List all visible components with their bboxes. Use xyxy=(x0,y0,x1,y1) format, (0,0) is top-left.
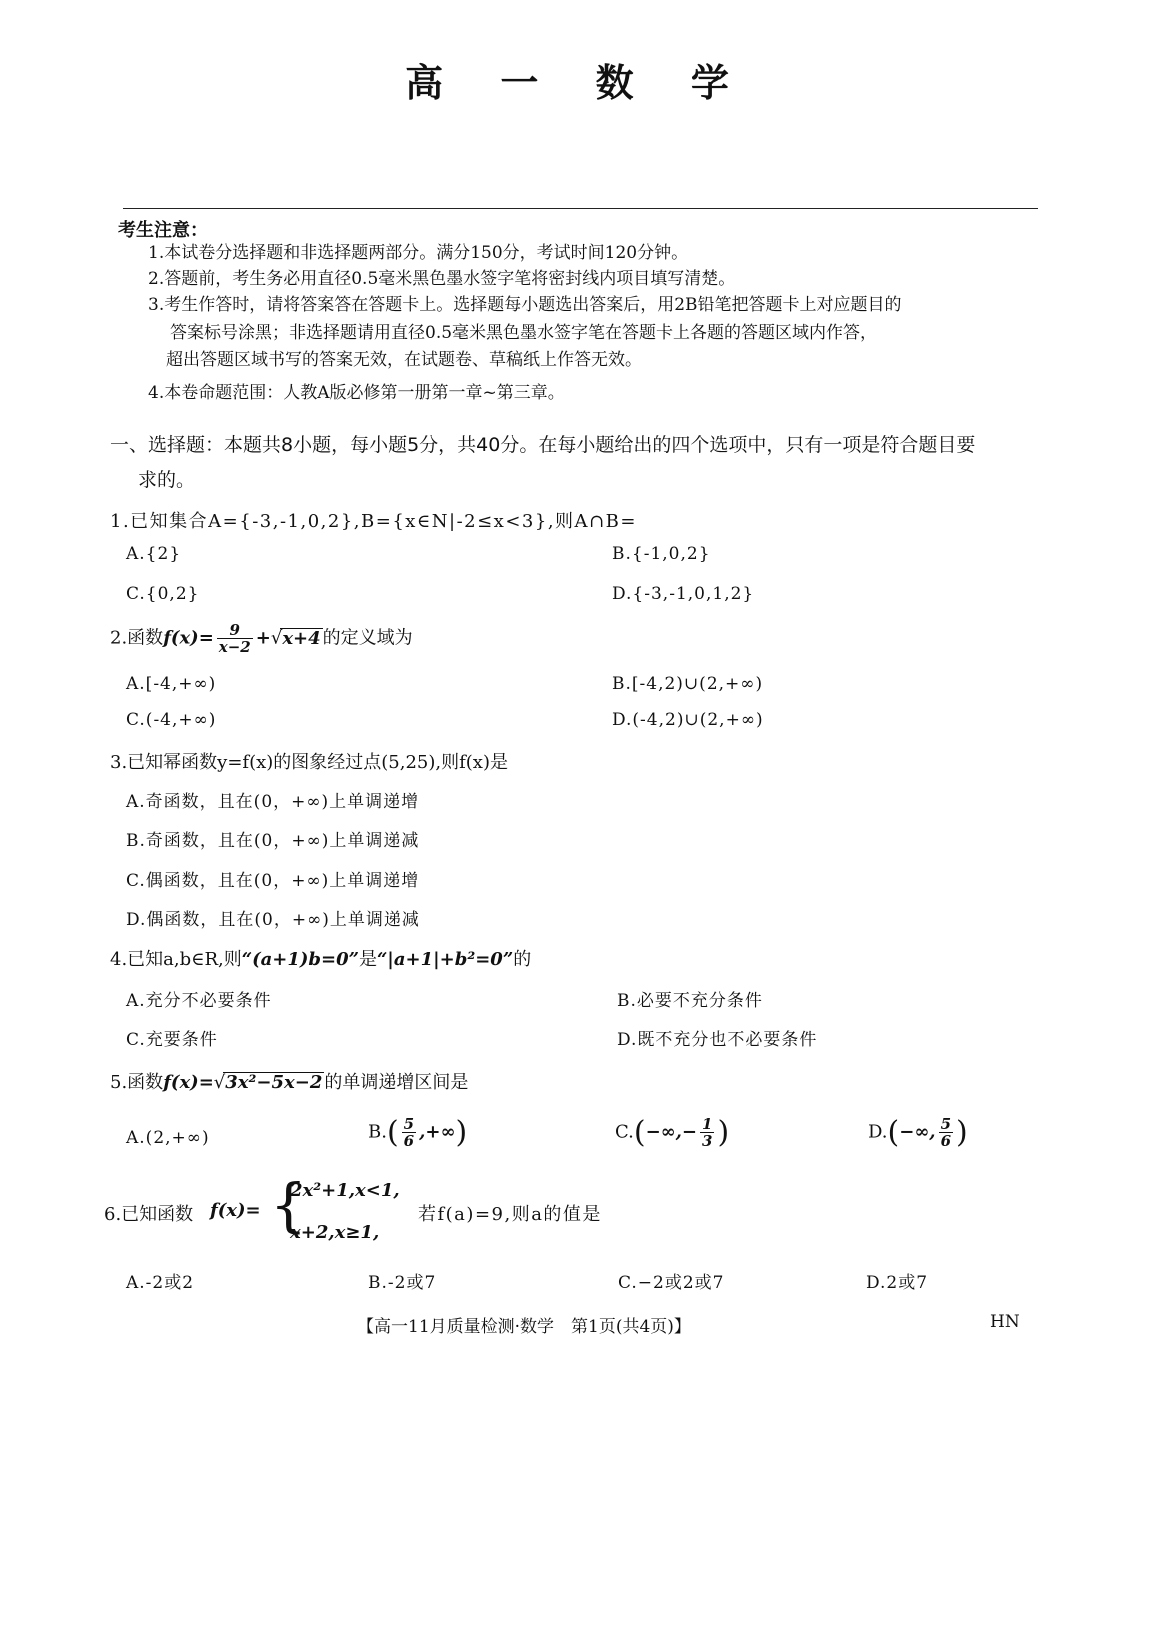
question-5-option-c-den: 3 xyxy=(702,1132,713,1150)
question-6-option-d: D.2或7 xyxy=(866,1273,929,1293)
question-5-option-d-fraction xyxy=(939,1116,953,1149)
question-2-option-c: C.(-4,+∞) xyxy=(126,710,217,730)
question-5-option-d-num: 5 xyxy=(940,1115,952,1133)
question-6-option-c: C.−2或2或7 xyxy=(618,1273,725,1293)
notice-item-3-cont-1: 答案标号涂黑；非选择题请用直径0.5毫米黑色墨水签字笔在答题卡上各题的答题区域内作答， xyxy=(170,323,878,343)
question-6-prefix: 6.已知函数 xyxy=(104,1204,194,1225)
section-heading: 一、选择题：本题共8小题，每小题5分，共40分。在每小题给出的四个选项中，只有一项是符合题目要 xyxy=(110,434,976,456)
question-5-function: f(x)= xyxy=(163,1072,214,1093)
question-5-option-d-label: D. xyxy=(868,1121,888,1143)
left-paren-icon: ( xyxy=(633,1115,646,1150)
question-5-option-d xyxy=(868,1115,968,1150)
question-2-option-d: D.(-4,2)∪(2,+∞) xyxy=(612,710,764,730)
question-4-expression-1: “(a+1)b=0” xyxy=(241,949,359,970)
question-4-stem xyxy=(110,945,531,971)
footer-code: HN xyxy=(990,1312,1020,1332)
question-4-option-b: B.必要不充分条件 xyxy=(617,991,763,1011)
question-5-suffix: 的单调递增区间是 xyxy=(324,1072,469,1093)
question-2-fraction-num: 9 xyxy=(217,622,253,639)
question-5-prefix: 5.函数 xyxy=(110,1072,164,1093)
question-2-function: f(x)= xyxy=(163,627,214,649)
question-4-option-d: D.既不充分也不必要条件 xyxy=(617,1030,818,1050)
notice-item-4: 4.本卷命题范围：人教A版必修第一册第一章~第三章。 xyxy=(148,383,565,403)
question-5-option-c-num: 1 xyxy=(702,1115,713,1133)
question-5-option-b xyxy=(368,1115,467,1150)
question-4-prefix: 4.已知a,b∈R,则 xyxy=(110,949,242,970)
question-6-option-a: A.-2或2 xyxy=(126,1273,195,1293)
notice-heading: 考生注意： xyxy=(118,220,208,241)
question-5-option-c xyxy=(615,1115,729,1150)
right-paren-icon: ) xyxy=(717,1115,730,1150)
question-1-option-b: B.{-1,0,2} xyxy=(612,544,711,564)
sqrt-symbol-icon: √ xyxy=(213,1072,226,1093)
left-paren-icon: ( xyxy=(386,1115,399,1150)
question-5-option-d-head: −∞, xyxy=(899,1121,936,1143)
question-5-option-a: A.(2,+∞) xyxy=(126,1128,210,1148)
question-4-mid: 是 xyxy=(358,949,377,970)
notice-item-3: 3.考生作答时，请将答案答在答题卡上。选择题每小题选出答案后，用2B铅笔把答题卡上对应题目的 xyxy=(148,295,902,315)
question-6-option-b: B.-2或7 xyxy=(368,1273,437,1293)
question-5-option-b-fraction xyxy=(402,1116,416,1149)
left-brace-icon: { xyxy=(270,1171,307,1239)
question-2-stem xyxy=(110,622,413,655)
question-6-case-1: 2x²+1,x<1, xyxy=(290,1180,400,1201)
question-3-option-d: D.偶函数，且在(0，+∞)上单调递减 xyxy=(126,910,420,930)
question-5-option-c-fraction xyxy=(700,1116,714,1149)
right-paren-icon: ) xyxy=(455,1115,468,1150)
question-1-stem: 1.已知集合A={-3,-1,0,2},B={x∈N|-2≤x<3},则A∩B= xyxy=(110,511,637,532)
right-paren-icon: ) xyxy=(956,1115,968,1150)
question-6-suffix: 若f(a)=9,则a的值是 xyxy=(418,1204,602,1225)
question-2-fraction-den: x−2 xyxy=(218,638,251,656)
question-2-suffix: 的定义域为 xyxy=(322,627,413,649)
section-heading-cont: 求的。 xyxy=(138,469,196,491)
question-5-stem xyxy=(110,1068,468,1094)
question-5-option-b-label: B. xyxy=(368,1121,387,1143)
question-1-option-d: D.{-3,-1,0,1,2} xyxy=(612,584,755,604)
notice-item-2: 2.答题前，考生务必用直径0.5毫米黑色墨水签字笔将密封线内项目填写清楚。 xyxy=(148,269,736,289)
question-2-prefix: 2.函数 xyxy=(110,627,164,649)
question-5-option-c-head: −∞,− xyxy=(645,1121,698,1143)
question-3-stem: 3.已知幂函数y=f(x)的图象经过点(5,25),则f(x)是 xyxy=(110,752,508,773)
question-2-option-b: B.[-4,2)∪(2,+∞) xyxy=(612,674,764,694)
page-title: 高 一 数 学 xyxy=(405,60,751,105)
question-5-option-b-num: 5 xyxy=(403,1115,415,1133)
question-3-option-b: B.奇函数，且在(0，+∞)上单调递减 xyxy=(126,831,420,851)
question-4-expression-2: “|a+1|+b²=0” xyxy=(376,949,514,970)
page-footer: 【高一11月质量检测·数学 第1页(共4页)】 xyxy=(357,1317,691,1337)
question-2-radicand: x+4 xyxy=(282,627,321,649)
question-4-option-c: C.充要条件 xyxy=(126,1030,218,1050)
question-2-fraction xyxy=(217,622,253,655)
sqrt-symbol-icon: √ xyxy=(270,627,283,649)
question-1-option-c: C.{0,2} xyxy=(126,584,200,604)
notice-item-3-cont-2: 超出答题区域书写的答案无效，在试题卷、草稿纸上作答无效。 xyxy=(166,350,642,370)
notice-item-1: 1.本试卷分选择题和非选择题两部分。满分150分，考试时间120分钟。 xyxy=(148,243,689,263)
left-paren-icon: ( xyxy=(887,1115,900,1150)
question-5-option-d-den: 6 xyxy=(940,1132,952,1150)
question-4-suffix: 的 xyxy=(513,949,532,970)
header-divider xyxy=(123,208,1038,209)
question-6-function: f(x)= xyxy=(210,1200,261,1221)
question-3-option-c: C.偶函数，且在(0，+∞)上单调递增 xyxy=(126,871,420,891)
question-5-option-b-den: 6 xyxy=(403,1132,415,1150)
question-4-option-a: A.充分不必要条件 xyxy=(126,991,272,1011)
question-2-option-a: A.[-4,+∞) xyxy=(126,674,217,694)
question-5-radicand: 3x²−5x−2 xyxy=(225,1072,323,1093)
question-1-option-a: A.{2} xyxy=(126,544,182,564)
question-5-option-c-label: C. xyxy=(615,1121,634,1143)
question-6-case-2: x+2,x≥1, xyxy=(290,1222,380,1243)
question-5-option-b-tail: ,+∞ xyxy=(419,1121,456,1143)
question-3-option-a: A.奇函数，且在(0，+∞)上单调递增 xyxy=(126,792,420,812)
question-2-plus: + xyxy=(255,627,271,649)
